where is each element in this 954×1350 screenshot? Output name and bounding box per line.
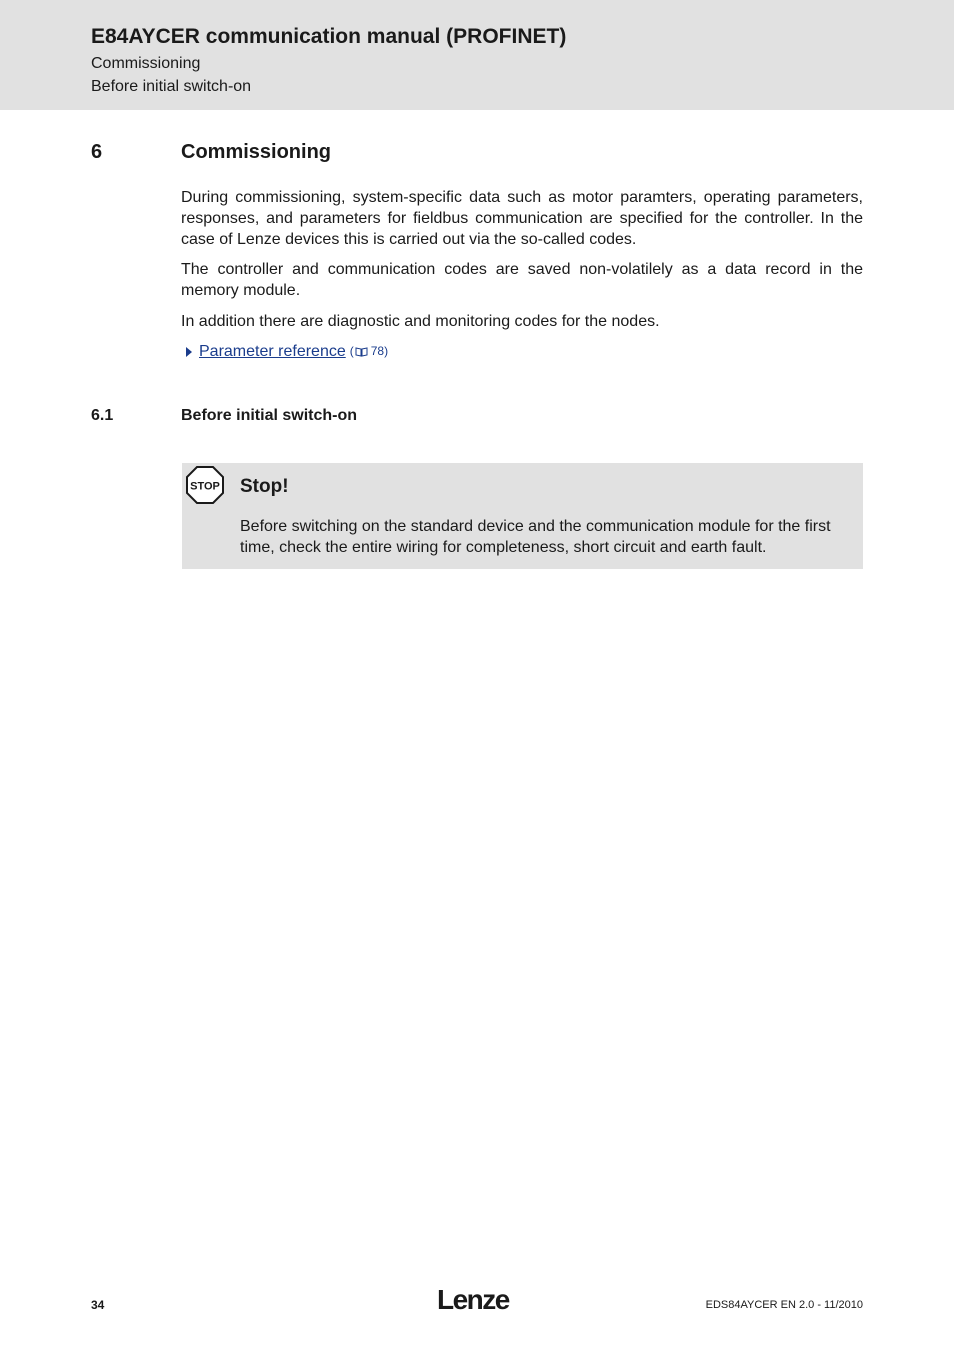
stop-text: Before switching on the standard device and the communication module for the first time, check the entire wiring for completeness, short circuit and earth fault. (240, 518, 831, 556)
paragraph-intro: During commissioning, system-specific data such as motor paramters, operating parameters, responses, and parameters for fieldbus communication are specified for the controller. In the case of Lenze devices this is carried out via the so-called codes. (181, 189, 863, 248)
subsection-title: Before initial switch-on (181, 407, 358, 424)
stop-warning-box (182, 463, 863, 569)
breadcrumb-chapter: Commissioning (91, 55, 201, 72)
chapter-number: 6 (91, 141, 103, 163)
footer-page-number: 34 (91, 1298, 105, 1312)
cross-reference (186, 341, 388, 362)
footer-document-reference: EDS84AYCER EN 2.0 - 11/2010 (705, 1299, 863, 1311)
page-header (0, 0, 954, 110)
chapter-title: Commissioning (181, 141, 332, 163)
parameter-reference-link[interactable]: Parameter reference (199, 343, 346, 360)
book-icon (355, 347, 368, 357)
breadcrumb-section: Before initial switch-on (91, 78, 252, 95)
page-reference[interactable]: ( 78 ) (350, 341, 388, 362)
paragraph-memory: The controller and communication codes are saved non-volatilely as a data record in the memory module. (181, 261, 863, 299)
subsection-number: 6.1 (91, 407, 114, 424)
paragraph-diagnostic: In addition there are diagnostic and monitoring codes for the nodes. (181, 313, 660, 330)
page-reference-number: 78 (370, 344, 385, 358)
lenze-logo: Lenze (437, 1284, 509, 1315)
document-title: E84AYCER communication manual (PROFINET) (91, 25, 567, 48)
stop-sign-label: STOP (190, 480, 220, 493)
stop-title: Stop! (240, 476, 289, 497)
stop-sign-icon (186, 466, 224, 504)
arrow-right-icon (186, 347, 192, 357)
